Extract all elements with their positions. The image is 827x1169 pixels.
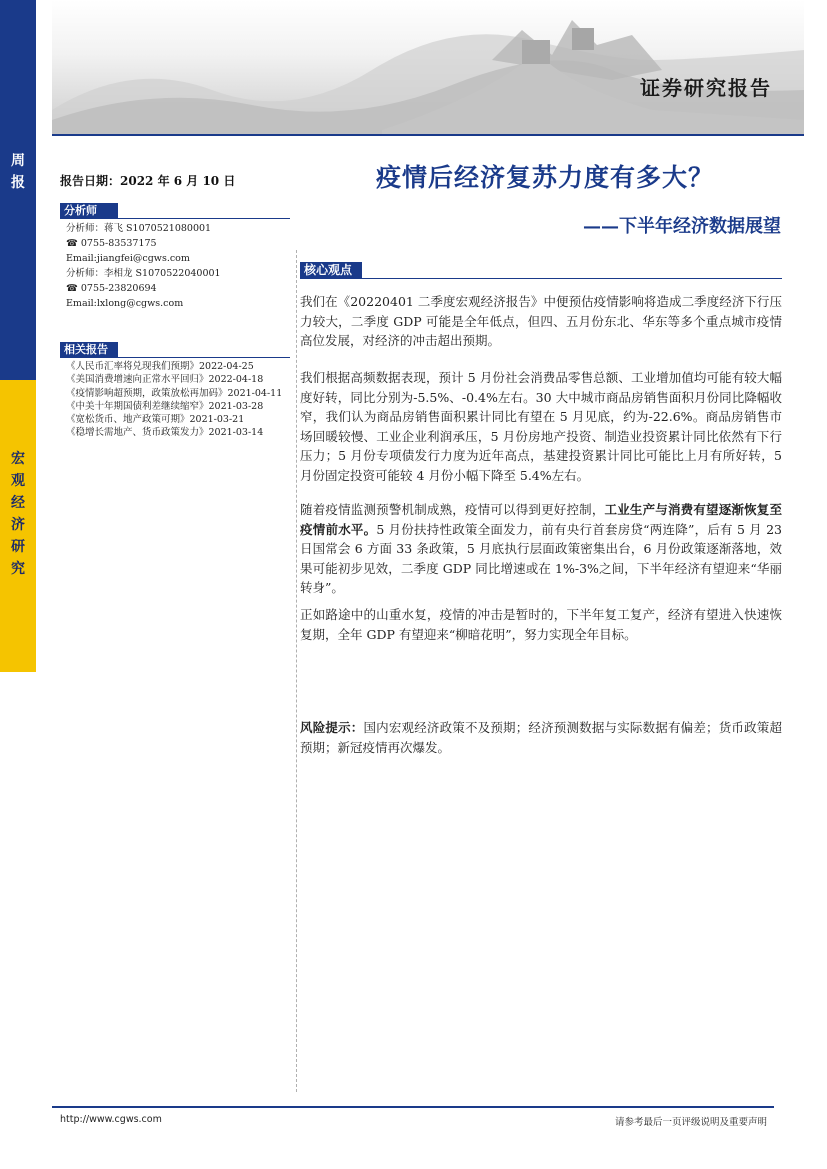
para-text: 随着疫情监测预警机制成熟，疫情可以得到更好控制， xyxy=(300,502,605,517)
side-band-white xyxy=(0,672,36,1169)
core-paragraph xyxy=(300,500,782,598)
footer-rule xyxy=(52,1106,774,1108)
related-report-item[interactable]: 《宽松货币、地产政策可期》2021-03-21 xyxy=(66,414,245,426)
analyst-list xyxy=(66,221,221,311)
column-divider xyxy=(296,250,297,1092)
related-report-item[interactable]: 《疫情影响超预期，政策放松再加码》2021-04-11 xyxy=(66,387,283,399)
side-char: 经 xyxy=(11,495,25,511)
side-char: 观 xyxy=(11,473,25,489)
core-paragraph: 我们在《20220401 二季度宏观经济报告》中便预估疫情影响将造成二季度经济下行压力较大，二季度 GDP 可能是全年低点，但四、五月份东北、华东等多个重点城市疫情高位发展，对经济的冲击超出预期。 xyxy=(300,294,782,348)
mountain-wall-illustration xyxy=(52,0,804,134)
related-report-list xyxy=(66,360,286,440)
analyst-line: 分析师：蒋飞 S1070521080001 xyxy=(66,223,212,234)
analyst-line: ☎ 0755-83537175 xyxy=(66,238,157,249)
side-char: 研 xyxy=(11,539,25,555)
side-char: 济 xyxy=(11,517,25,533)
footer-url-link[interactable]: http://www.cgws.com xyxy=(60,1114,162,1125)
analyst-line: 分析师：李相龙 S1070522040001 xyxy=(66,268,221,279)
risk-label: 风险提示： xyxy=(300,720,364,735)
related-report-item[interactable]: 《中美十年期国债利差继续缩窄》2021-03-28 xyxy=(66,400,264,412)
related-report-item[interactable]: 《人民币汇率将兑现我们预期》2022-04-25 xyxy=(66,361,254,372)
section-divider xyxy=(60,357,290,358)
banner-title: 证券研究报告 xyxy=(640,76,772,100)
analyst-heading: 分析师 xyxy=(60,203,118,219)
section-divider xyxy=(60,218,290,219)
side-char: 报 xyxy=(11,175,25,191)
analyst-email[interactable]: Email:lxlong@cgws.com xyxy=(66,298,184,309)
related-report-item[interactable]: 《美国消费增速向正常水平回归》2022-04-18 xyxy=(66,374,264,386)
side-label-macro xyxy=(0,448,36,580)
para-text: 5 月份扶持性政策全面发力，前有央行首套房贷“两连降”，后有 5 月 23 日国常会 6 方面 33 条政策，5 月底执行层面政策密集出台，6 月份政策逐渐落地，效果可能初步见效，二季度 GDP 同比增速或在 1%-3%之间，下半年经济有望迎来“华丽转身”。 xyxy=(300,521,782,595)
risk-note xyxy=(300,718,782,757)
side-char: 究 xyxy=(11,561,25,577)
page-title: 疫情后经济复苏力度有多大？ xyxy=(375,163,714,192)
para-emphasis: 工业生产与消费有望逐渐恢复至疫情前水平。 xyxy=(300,502,782,537)
analyst-line: ☎ 0755-23820694 xyxy=(66,283,157,294)
risk-text: 国内宏观经济政策不及预期；经济预测数据与实际数据有偏差；货币政策超预期；新冠疫情再次爆发。 xyxy=(300,720,782,755)
banner-rule xyxy=(52,134,804,136)
side-char: 宏 xyxy=(11,451,25,467)
related-heading: 相关报告 xyxy=(60,342,118,358)
section-divider xyxy=(300,278,782,279)
header-banner xyxy=(52,0,804,134)
report-date: 报告日期：2022 年 6 月 10 日 xyxy=(60,174,236,188)
related-report-item[interactable]: 《稳增长需地产、货币政策发力》2021-03-14 xyxy=(66,427,264,439)
core-paragraph: 我们根据高频数据表现，预计 5 月份社会消费品零售总额、工业增加值均可能有较大幅度好转，同比分别为-5.5%、-0.4%左右。30 大中城市商品房销售面积月份同比降幅收窄，我们认为商品房销售面积累计同比有望在 5 月见底，约为-22.6%。商品房销售市场回暖较慢、工业企业利润承压，5 月份房地产投资、制造业投资累计同比依然有下行压力；5 月份专项债发行力度为近年高点，基建投资累计同比可能比上月有所好转，5 月份固定投资可能较 4 月份小幅下降至 5.4%左右。 xyxy=(300,370,782,483)
core-paragraph: 正如路途中的山重水复，疫情的冲击是暂时的，下半年复工复产，经济有望进入快速恢复期，全年 GDP 有望迎来“柳暗花明”，努力实现全年目标。 xyxy=(300,607,782,642)
analyst-email[interactable]: Email:jiangfei@cgws.com xyxy=(66,253,190,264)
page-subtitle: ——下半年经济数据展望 xyxy=(583,216,781,237)
core-heading: 核心观点 xyxy=(300,262,362,279)
footer-disclaimer-note: 请参考最后一页评级说明及重要声明 xyxy=(614,1117,767,1128)
side-char: 周 xyxy=(11,153,25,169)
side-label-weekly xyxy=(0,150,36,194)
